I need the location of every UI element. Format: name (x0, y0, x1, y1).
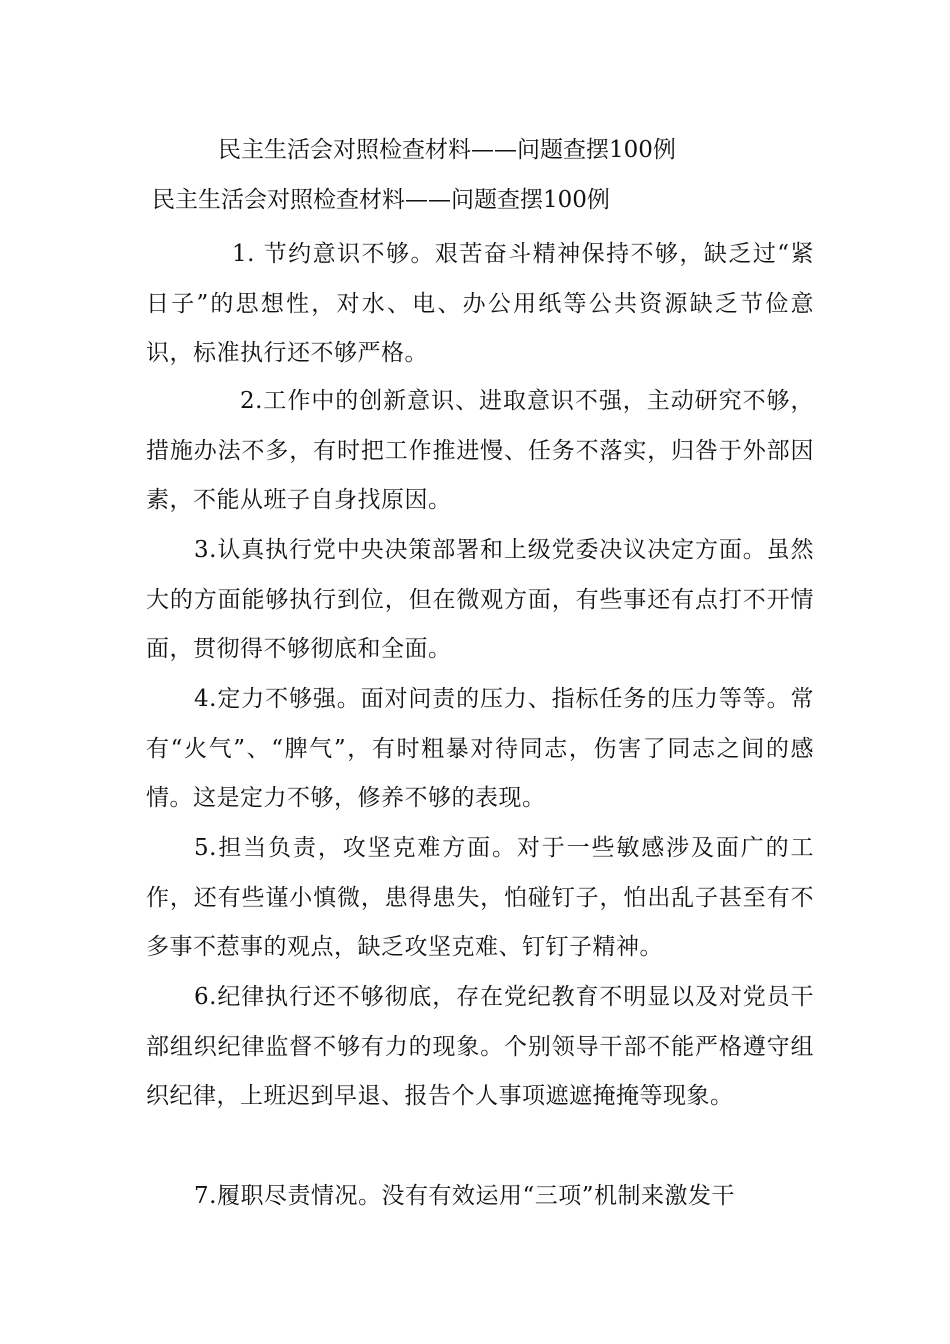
document-title: 民主生活会对照检查材料——问题查摆100例 (218, 137, 676, 163)
paragraph-1: 1. 节约意识不够。艰苦奋斗精神保持不够，缺乏过“紧日子”的思想性，对水、电、办公用纸等公共资源缺乏节俭意识，标准执行还不够严格。 (146, 241, 814, 366)
paragraph-2: 2.工作中的创新意识、进取意识不强，主动研究不够，措施办法不多，有时把工作推进慢、任务不落实，归咎于外部因素，不能从班子自身找原因。 (146, 388, 814, 513)
paragraph-6: 6.纪律执行还不够彻底，存在党纪教育不明显以及对党员干部组织纪律监督不够有力的现象。个别领导干部不能严格遵守组织纪律，上班迟到早退、报告个人事项遮遮掩掩等现象。 (146, 984, 814, 1109)
document-subtitle: 民主生活会对照检查材料——问题查摆100例 (152, 187, 610, 213)
paragraph-7: 7.履职尽责情况。没有有效运用“三项”机制来激发干 (194, 1183, 735, 1209)
paragraph-5: 5.担当负责，攻坚克难方面。对于一些敏感涉及面广的工作，还有些谨小慎微，患得患失，怕碰钉子，怕出乱子甚至有不多事不惹事的观点，缺乏攻坚克难、钉钉子精神。 (146, 835, 814, 960)
paragraph-4: 4.定力不够强。面对问责的压力、指标任务的压力等等。常有“火气”、“脾气”，有时粗暴对待同志，伤害了同志之间的感情。这是定力不够，修养不够的表现。 (146, 686, 814, 811)
paragraph-3: 3.认真执行党中央决策部署和上级党委决议决定方面。虽然大的方面能够执行到位，但在微观方面，有些事还有点打不开情面，贯彻得不够彻底和全面。 (146, 537, 814, 662)
